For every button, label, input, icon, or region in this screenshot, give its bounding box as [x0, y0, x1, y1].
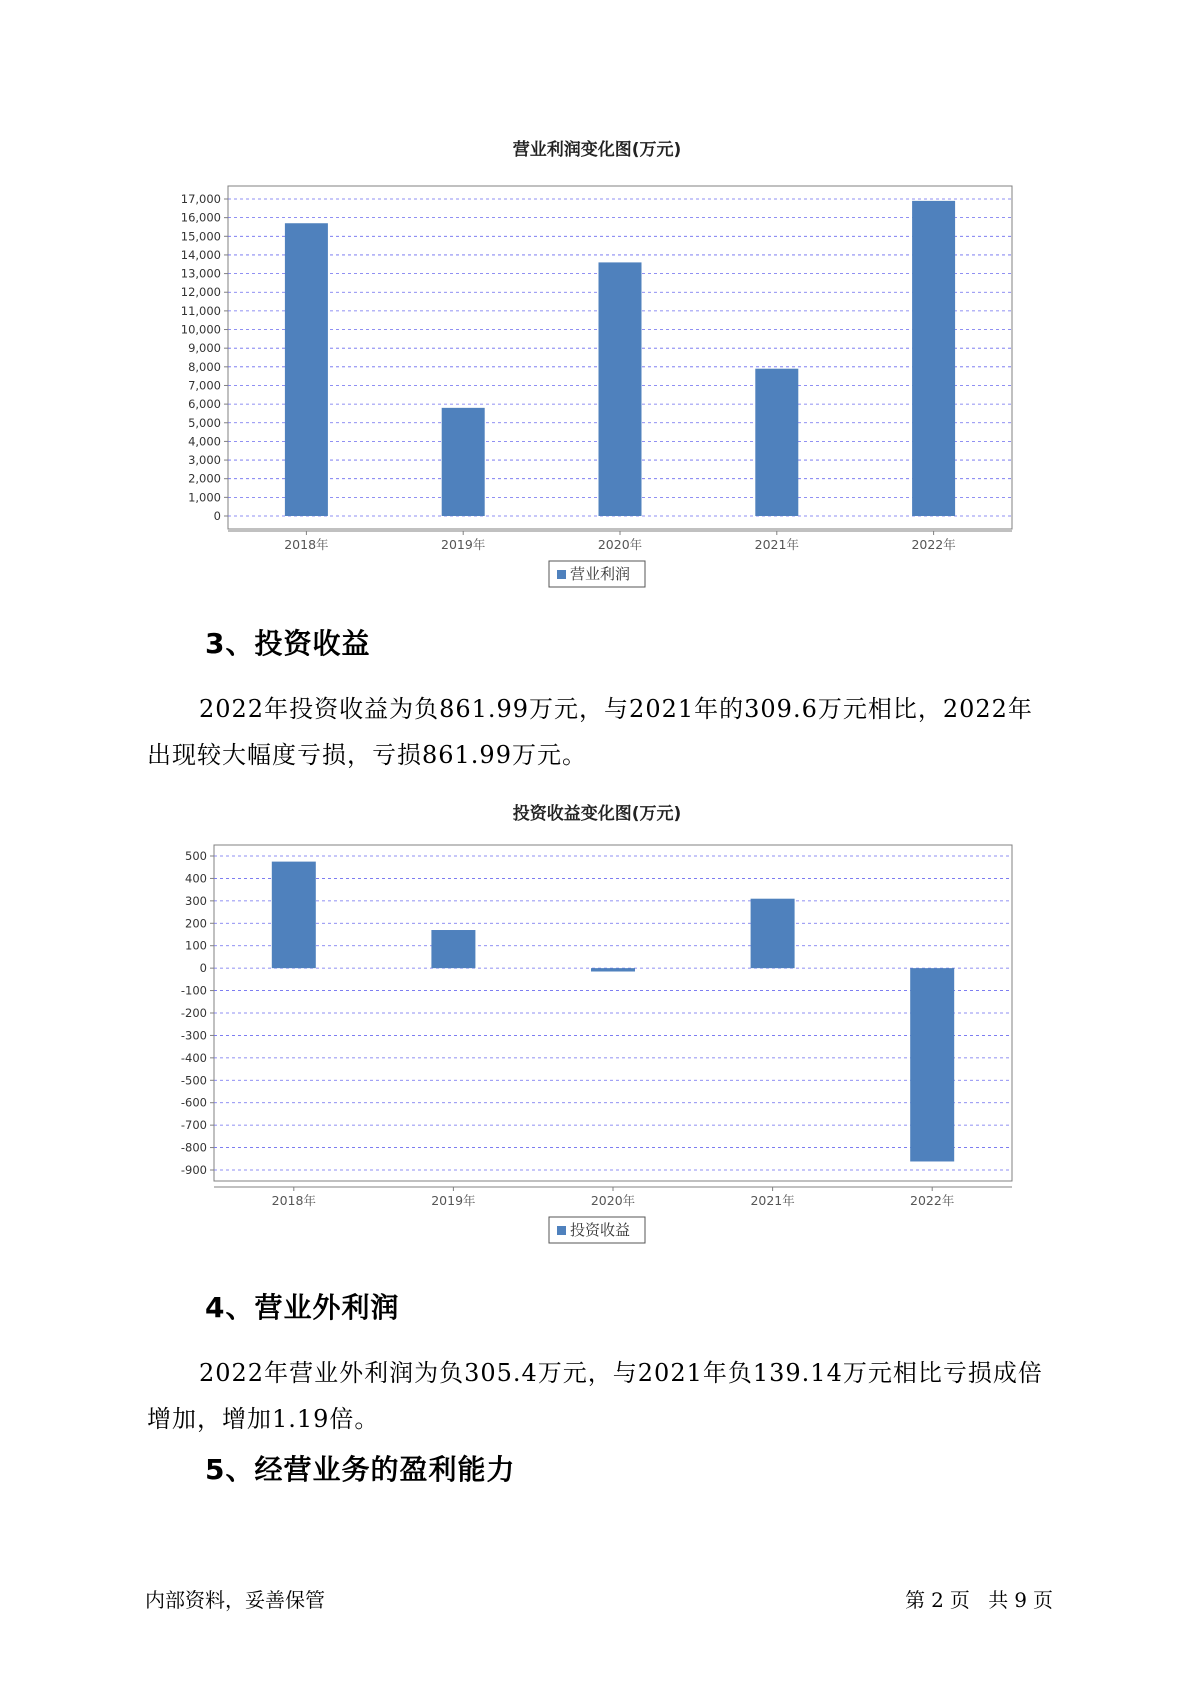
section-3-paragraph: 2022年投资收益为负861.99万元，与2021年的309.6万元相比，2022年出现较大幅度亏损，亏损861.99万元。 — [147, 695, 1033, 769]
bar-2022年 — [910, 968, 954, 1161]
bar-2018年 — [272, 862, 316, 969]
footer-page-indicator — [899, 1584, 1053, 1613]
y-tick-label: -500 — [180, 1073, 207, 1088]
footer-page-number: 2 — [931, 1588, 944, 1612]
y-tick-label: 13,000 — [180, 266, 221, 281]
bar-2022年 — [912, 201, 955, 516]
y-tick-label: 10,000 — [180, 322, 221, 337]
chart-title: 营业利润变化图(万元) — [512, 140, 682, 160]
bar-2020年 — [591, 968, 635, 971]
y-tick-label: -600 — [180, 1095, 207, 1110]
y-tick-label: 300 — [185, 893, 207, 908]
section-3-heading: 3、投资收益 — [205, 627, 371, 660]
footer-total-suffix: 页 — [1033, 1588, 1053, 1612]
y-tick-label: 16,000 — [180, 210, 221, 225]
x-tick-label: 2022年 — [911, 537, 956, 552]
y-tick-label: 500 — [185, 849, 207, 863]
x-tick-label: 2018年 — [284, 537, 329, 552]
y-tick-label: 7,000 — [188, 378, 221, 393]
y-tick-label: -200 — [180, 1006, 207, 1020]
bar-2021年 — [751, 899, 795, 968]
footer-page-suffix: 页 — [949, 1588, 970, 1612]
y-tick-label: -800 — [180, 1140, 207, 1155]
x-tick-label: 2020年 — [597, 537, 643, 552]
y-tick-label: 1,000 — [188, 490, 221, 505]
x-tick-label: 2022年 — [910, 1193, 955, 1208]
legend-swatch — [557, 1226, 566, 1235]
y-tick-label: -700 — [180, 1118, 207, 1133]
y-tick-label: -100 — [180, 983, 207, 998]
y-tick-label: 17,000 — [180, 192, 221, 206]
y-tick-label: 3,000 — [188, 453, 221, 468]
y-tick-label: 400 — [185, 871, 207, 886]
x-tick-label: 2021年 — [750, 1193, 795, 1208]
x-tick-label: 2019年 — [441, 537, 486, 552]
bar-2020年 — [599, 262, 642, 516]
x-tick-label: 2018年 — [271, 1193, 316, 1208]
bar-2019年 — [442, 408, 485, 516]
footer-page-prefix: 第 — [905, 1588, 926, 1612]
y-tick-label: 2,000 — [188, 471, 221, 486]
y-tick-label: 4,000 — [188, 434, 221, 449]
chart-title: 投资收益变化图(万元) — [512, 804, 682, 824]
y-tick-label: 12,000 — [180, 285, 221, 300]
y-tick-label: 15,000 — [180, 229, 221, 244]
operating-profit-chart — [0, 120, 1191, 583]
y-tick-label: -300 — [180, 1028, 207, 1043]
section-5-heading: 5、经营业务的盈利能力 — [205, 1453, 516, 1486]
y-tick-label: 14,000 — [180, 247, 221, 262]
footer-total-prefix: 共 — [988, 1588, 1009, 1612]
legend-label: 营业利润 — [570, 565, 631, 583]
footer-total-pages: 9 — [1014, 1588, 1027, 1612]
y-tick-label: -900 — [180, 1163, 207, 1177]
y-tick-label: 0 — [213, 509, 221, 523]
section-4-paragraph: 2022年营业外利润为负305.4万元，与2021年负139.14万元相比亏损成倍增加，增加1.19倍。 — [147, 1359, 1043, 1433]
operating-profit-chart-svg — [0, 120, 1191, 583]
y-tick-label: 5,000 — [188, 415, 221, 430]
bar-2021年 — [755, 369, 798, 516]
investment-income-chart-svg — [0, 795, 1191, 1255]
x-tick-label: 2020年 — [590, 1193, 636, 1208]
y-tick-label: 6,000 — [188, 397, 221, 412]
x-tick-label: 2021年 — [754, 537, 799, 552]
y-tick-label: -400 — [180, 1050, 207, 1065]
y-tick-label: 9,000 — [188, 341, 221, 356]
investment-income-chart — [0, 795, 1191, 1255]
bar-2018年 — [285, 223, 328, 516]
y-tick-label: 200 — [185, 916, 207, 931]
y-tick-label: 100 — [185, 938, 207, 953]
bar-2019年 — [431, 930, 475, 968]
legend-label: 投资收益 — [570, 1221, 631, 1239]
legend-swatch — [557, 570, 566, 579]
y-tick-label: 0 — [199, 961, 207, 976]
footer-confidential-note: 内部资料，妥善保管 — [145, 1588, 325, 1612]
x-tick-label: 2019年 — [431, 1193, 476, 1208]
section-4-heading: 4、营业外利润 — [205, 1291, 400, 1324]
y-tick-label: 8,000 — [188, 359, 221, 374]
y-tick-label: 11,000 — [180, 303, 221, 318]
